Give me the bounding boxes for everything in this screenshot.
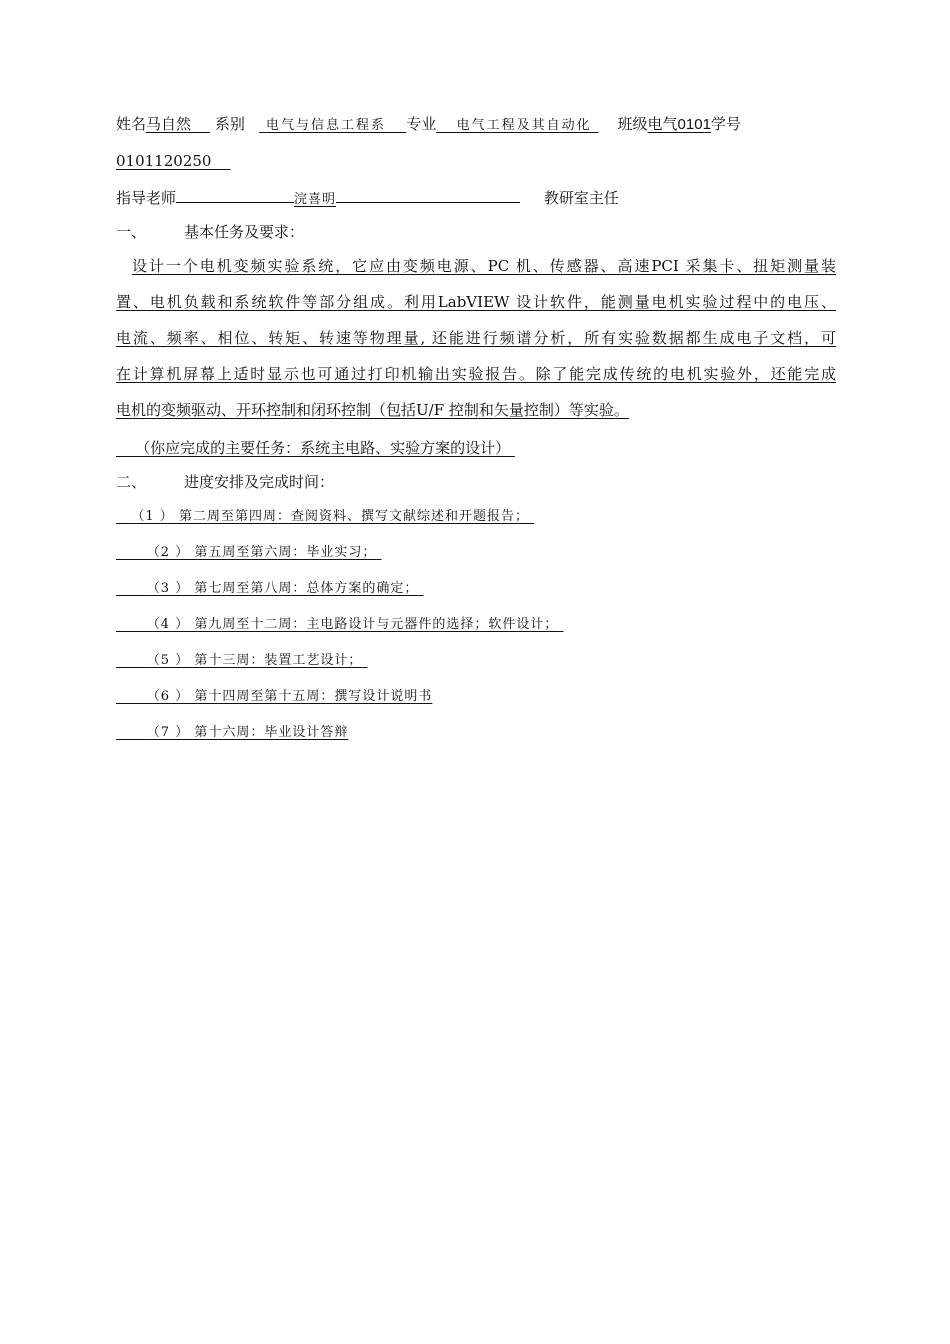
schedule-item-5: （5 ） 第十三周：装置工艺设计；	[146, 653, 363, 668]
schedule-item-4: （4 ） 第九周至十二周：主电路设计与元器件的选择；软件设计；	[146, 617, 559, 632]
section-1-number: 一、	[116, 223, 147, 241]
schedule-item-3: （3 ） 第七周至第八周：总体方案的确定；	[146, 581, 419, 596]
name-value: 马自然	[146, 115, 192, 133]
student-id-value: 0101120250	[116, 152, 212, 170]
name-label: 姓名	[116, 115, 147, 133]
schedule-item-2: （2 ） 第五周至第六周：毕业实习；	[146, 545, 377, 560]
advisor-value: 浣喜明	[294, 192, 337, 207]
task-line-1: 设计一个电机变频实验系统，它应由变频电源、PC 机、传感器、高速PCI 采集卡、扭矩测量装	[132, 257, 836, 275]
id-label: 学号	[710, 115, 741, 133]
task-note: （你应完成的主要任务：系统主电路、实验方案的设计）	[135, 439, 511, 457]
class-label: 班级	[617, 115, 648, 133]
major-value: 电气工程及其自动化	[456, 118, 592, 133]
task-line-2: 置、电机负载和系统软件等部分组成。利用LabVIEW 设计软件，能测量电机实验过程中的电压、	[116, 293, 836, 311]
class-value: 电气0101	[647, 116, 711, 133]
section-2-heading	[116, 472, 334, 492]
schedule-item-6: （6 ） 第十四周至第十五周：撰写设计说明书	[146, 689, 433, 704]
office-director-label: 教研室主任	[543, 189, 619, 207]
schedule-item-7: （7 ） 第十六周：毕业设计答辩	[146, 725, 349, 740]
major-label: 专业	[406, 115, 437, 133]
task-line-4: 在计算机屏幕上适时显示也可通过打印机输出实验报告。除了能完成传统的电机实验外，还能完成	[116, 365, 836, 383]
section-2-title: 进度安排及完成时间：	[184, 473, 335, 491]
dept-value: 电气与信息工程系	[266, 118, 387, 133]
section-1-heading	[116, 222, 304, 242]
advisor-line	[116, 186, 619, 210]
section-2-number: 二、	[116, 473, 147, 491]
task-line-3: 电流、频率、相位、转矩、转速等物理量, 还能进行频谱分析，所有实验数据都生成电子文档，可	[116, 329, 836, 347]
advisor-blank-right	[336, 186, 520, 203]
advisor-label: 指导老师	[116, 189, 177, 207]
student-info-line	[116, 114, 741, 136]
advisor-blank-left	[176, 186, 294, 203]
schedule-item-1: （1 ） 第二周至第四周：查阅资料、撰写文献综述和开题报告；	[131, 509, 529, 524]
task-line-5: 电机的变频驱动、开环控制和闭环控制（包括U/F 控制和矢量控制）等实验。	[116, 401, 629, 419]
student-id-line	[116, 151, 231, 171]
section-1-title: 基本任务及要求：	[184, 223, 305, 241]
dept-label: 系别	[214, 115, 245, 133]
